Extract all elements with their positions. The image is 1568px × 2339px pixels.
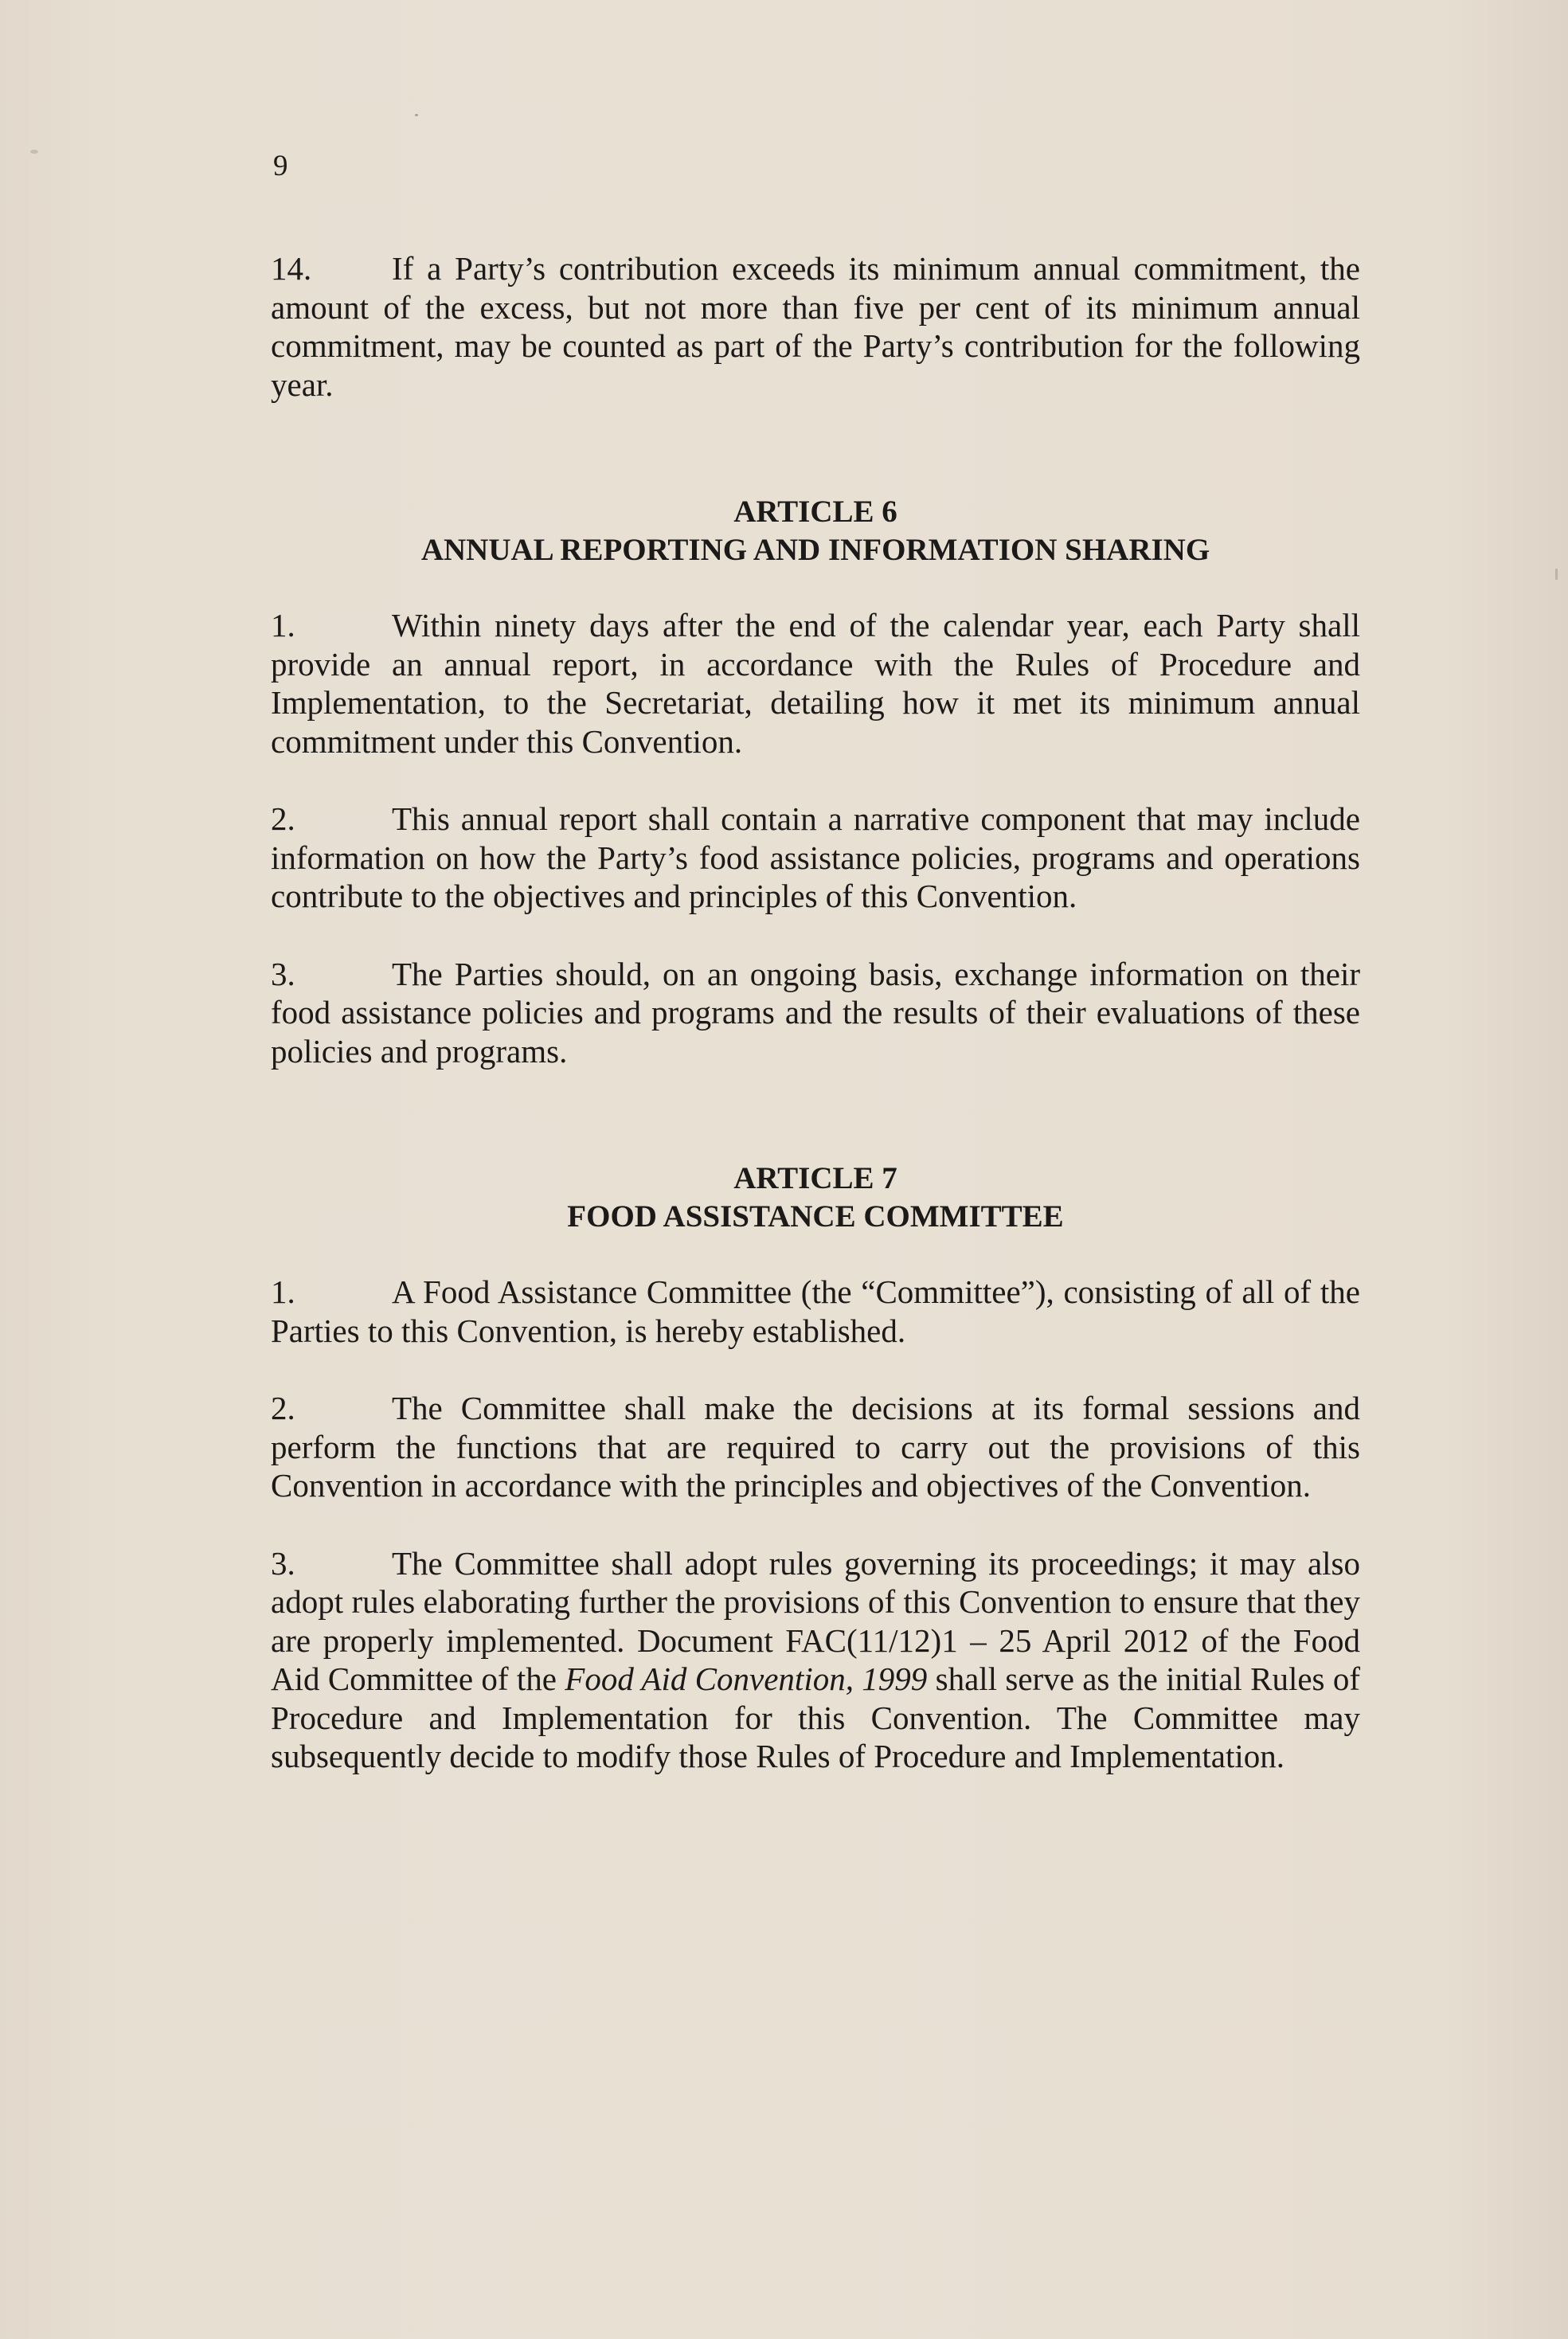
document-body [271, 249, 1360, 1776]
paragraph-text-part: The Committee shall adopt rules governing its proceedings; it may also adopt rules elaborating further the provisions of this Convention to ensure that they are properly implemented. Document FAC(11/12)1 – 25 April 2012 of the Food Aid Committee of the [271, 1544, 1360, 1697]
article-7-paragraph-3 [271, 1544, 1360, 1776]
scan-speck [415, 114, 418, 116]
article-7-heading: ARTICLE 7 [733, 1161, 897, 1195]
paragraph-number: 14. [271, 250, 312, 287]
article-6-paragraph-2 [271, 800, 1360, 916]
paragraph-number: 3. [271, 1544, 295, 1582]
page-number: 9 [273, 150, 288, 182]
article-6-title: ANNUAL REPORTING AND INFORMATION SHARING [420, 533, 1210, 567]
paragraph-text: This annual report shall contain a narrative component that may include information on how the Party’s food assistance policies, programs and operations contribute to the objectives and principles of this Convention. [271, 800, 1360, 914]
paragraph-number: 2. [271, 800, 295, 837]
paragraph-number: 1. [271, 607, 295, 643]
article-6-paragraph-3 [271, 955, 1360, 1071]
scan-speck [1555, 569, 1558, 580]
paragraph-text: A Food Assistance Committee (the “Committee”), consisting of all of the Parties to this Convention, is hereby established. [271, 1273, 1360, 1349]
article-7-paragraph-2 [271, 1389, 1360, 1505]
paragraph-text: Within ninety days after the end of the calendar year, each Party shall provide an annual report, in accordance with the Rules of Procedure and Implementation, to the Secretariat, detailing how it met its minimum annual commitment under this Convention. [271, 607, 1360, 760]
paragraph-text: The Committee shall make the decisions at its formal sessions and perform the functions that are required to carry out the provisions of this Convention in accordance with the principles and objectives of the Convention. [271, 1390, 1360, 1504]
article-6-heading: ARTICLE 6 [733, 495, 897, 529]
paragraph-number: 3. [271, 955, 295, 992]
paragraph-number: 1. [271, 1273, 295, 1310]
article-6-paragraph-1 [271, 606, 1360, 761]
paragraph-number: 2. [271, 1390, 295, 1426]
convention-title-italic: Food Aid Convention, 1999 [565, 1660, 928, 1697]
article-7-paragraph-1 [271, 1273, 1360, 1350]
paragraph-14 [271, 249, 1360, 404]
paragraph-text: The Parties should, on an ongoing basis, exchange information on their food assistance policies and programs and the results of their evaluations of these policies and programs. [271, 955, 1360, 1070]
paragraph-text-part: shall serve as the initial Rules of Procedure and Implementation for this Convention. The Committee may subsequently decide to modify those Rules of Procedure and Implementation. [271, 1660, 1360, 1774]
paragraph-text: If a Party’s contribution exceeds its minimum annual commitment, the amount of the excess, but not more than five per cent of its minimum annual commitment, may be counted as part of the Party’s contribution for the following year. [271, 250, 1360, 403]
scan-speck [30, 150, 38, 154]
article-7-title: FOOD ASSISTANCE COMMITTEE [567, 1199, 1064, 1234]
